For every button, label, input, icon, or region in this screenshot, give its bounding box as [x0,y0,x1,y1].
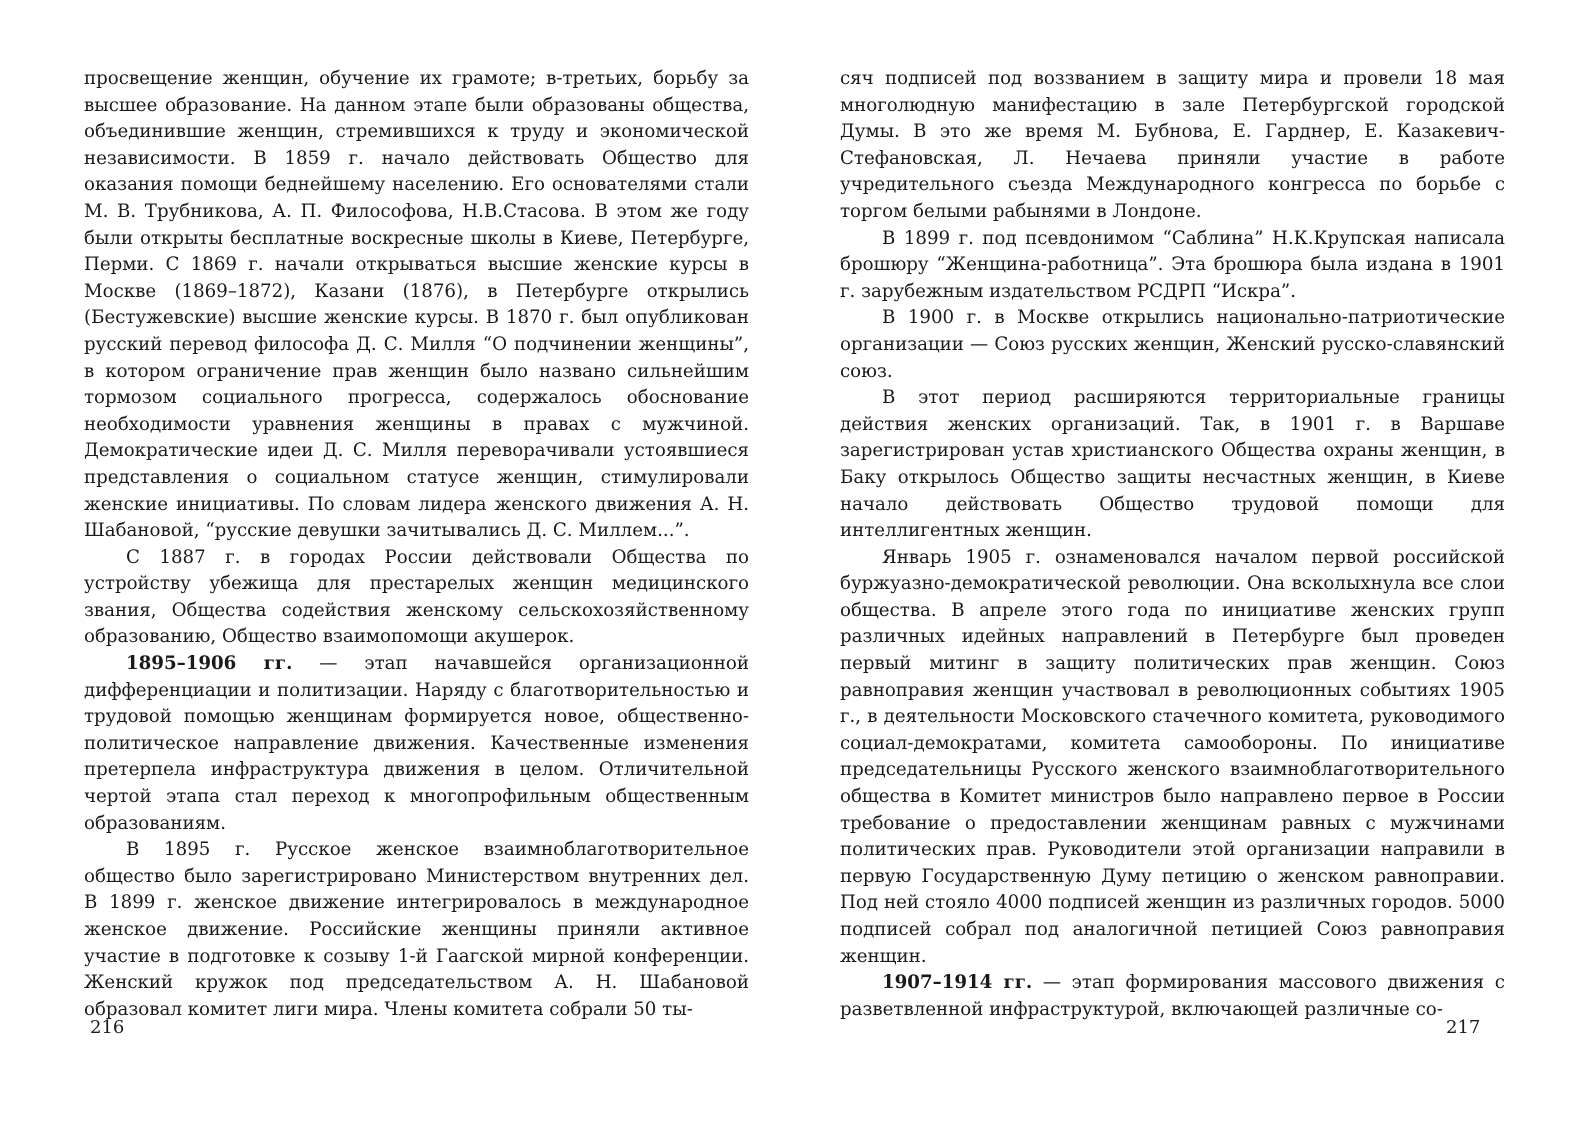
paragraph: В 1895 г. Русское женское взаимноблаготворительное общество было зарегистрировано Министерством внутренних дел. В 1899 г. женское движение интегрировалось в международное женское движение. Российские женщины приняли активное участие в подготовке к созыву 1-й Гаагской мирной конференции. Женский кружок под председательством А. Н. Шабановой образовал комитет лиги мира. Члены комитета собрали 50 ты- [84,839,749,1020]
left-page [84,66,749,1023]
paragraph-text: — этап начавшейся организационной дифференциации и политизации. Наряду с благотворительностью и трудовой помощью женщинам формируется новое, общественно-политическое направление движения. Качественные изменения претерпела инфраструктура движения в целом. Отличительной чертой этапа стал переход к многопрофильным общественным образованиям. [84,653,749,834]
paragraph: В 1900 г. в Москве открылись национально-патриотические организации — Союз русских женщин, Женский русско-славянский союз. [840,307,1505,382]
period-heading: 1895–1906 гг. [126,653,293,675]
paragraph: Январь 1905 г. ознаменовался началом первой российской буржуазно-демократической революции. Она всколыхнула все слои общества. В апреле этого года по инициативе женских групп различных идейных направлений в Петербурге был проведен первый митинг в защиту политических прав женщин. Союз равноправия женщин участвовал в революционных событиях 1905 г., в деятельности Московского стачечного комитета, руководимого социал-демократами, комитета самообороны. По инициативе председательницы Русского женского взаимноблаготворительного общества в Комитет министров было направлено первое в России требование о предоставлении женщинам равных с мужчинами политических прав. Руководители этой организации направили в первую Государственную Думу петицию о женском равноправии. Под ней стояло 4000 подписей женщин из различных городов. 5000 подписей собрал под аналогичной петицией Союз равноправия женщин. [840,546,1505,967]
paragraph-text: — этап формирования массового движения с разветвленной инфраструктурой, включающей различные со- [840,972,1505,1020]
paragraph: В этот период расширяются территориальные границы действия женских организаций. Так, в 1901 г. в Варшаве зарегистрирован устав христианского Общества охраны женщин, в Баку открылось Общество защиты несчастных женщин, в Киеве начало действовать Общество трудовой помощи для интеллигентных женщин. [840,387,1505,542]
paragraph: В 1899 г. под псевдонимом “Саблина” Н.К.Крупская написала брошюру “Женщина-работница”. Эта брошюра была издана в 1901 г. зарубежным издательством РСДРП “Искра”. [840,227,1505,302]
right-page [840,66,1505,1023]
paragraph [840,970,1505,1023]
page-number-right: 217 [1446,1017,1481,1038]
paragraph [84,651,749,837]
period-heading: 1907–1914 гг. [882,972,1033,994]
paragraph: сяч подписей под воззванием в защиту мира и провели 18 мая многолюдную манифестацию в зале Петербургской городской Думы. В это же время М. Бубнова, Е. Гарднер, Е. Казакевич-Стефановская, Л. Нечаева приняли участие в работе учредительного съезда Международного конгресса по борьбе с торгом белыми рабынями в Лондоне. [840,68,1505,222]
paragraph: С 1887 г. в городах России действовали Общества по устройству убежища для престарелых женщин медицинского звания, Общества содействия женскому сельскохозяйственному образованию, Общество взаимопомощи акушерок. [84,546,749,648]
paragraph: просвещение женщин, обучение их грамоте; в-третьих, борьбу за высшее образование. На данном этапе были образованы общества, объединившие женщин, стремившихся к труду и экономической независимости. В 1859 г. начало действовать Общество для оказания помощи беднейшему населению. Его основателями стали М. В. Трубникова, А. П. Философова, Н.В.Стасова. В этом же году были открыты бесплатные воскресные школы в Киеве, Петербурге, Перми. С 1869 г. начали открываться высшие женские курсы в Москве (1869–1872), Казани (1876), в Петербурге открылись (Бестужевские) высшие женские курсы. В 1870 г. был опубликован русский перевод философа Д. С. Милля “О подчинении женщины”, в котором ограничение прав женщин было названо сильнейшим тормозом социального прогресса, содержалось обоснование необходимости уравнения женщины в правах с мужчиной. Демократические идеи Д. С. Милля переворачивали устоявшиеся представления о социальном статусе женщин, стимулировали женские инициативы. По словам лидера женского движения А. Н. Шабановой, “русские девушки зачитывались Д. С. Миллем...”. [84,68,749,542]
page-number-left: 216 [90,1017,125,1038]
